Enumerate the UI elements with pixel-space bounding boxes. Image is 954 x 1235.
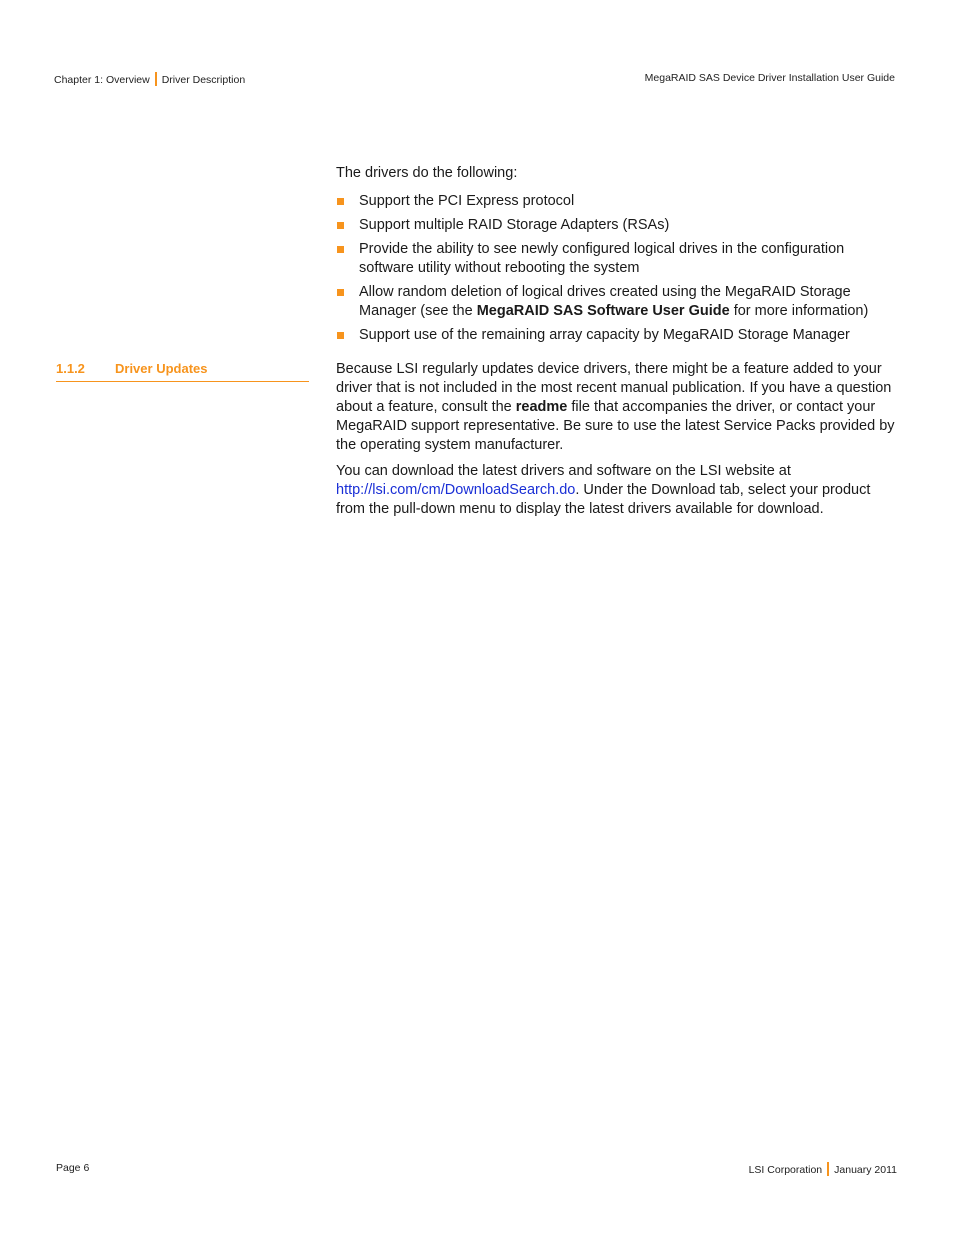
section-heading	[56, 361, 309, 382]
list-item	[336, 326, 901, 345]
intro-text: The drivers do the following:	[336, 165, 518, 181]
section-title: Driver Updates	[115, 361, 208, 376]
list-item-text: for more information)	[729, 303, 869, 319]
list-item	[336, 216, 901, 235]
header-divider	[155, 72, 157, 86]
download-paragraph	[336, 462, 901, 519]
paragraph-text: You can download the latest drivers and software on the LSI website at	[336, 463, 791, 479]
list-item-text: Support the PCI Express protocol	[359, 193, 575, 209]
footer-company: LSI Corporation	[748, 1164, 823, 1176]
paragraph-text: file that accompanies the driver, or contact your MegaRAID support representative. Be sure to use the latest Service Packs provided by the operating system manufacturer.	[336, 399, 895, 453]
running-footer-right	[749, 1162, 897, 1176]
header-section: Driver Description	[161, 74, 246, 86]
bullet-square-icon	[337, 289, 344, 296]
bullet-square-icon	[337, 222, 344, 229]
page-number: Page 6	[56, 1162, 90, 1174]
list-item	[336, 283, 901, 321]
bullet-square-icon	[337, 246, 344, 253]
header-chapter: Chapter 1: Overview	[54, 74, 150, 86]
readme-term: readme	[515, 399, 568, 415]
list-item-text: Support use of the remaining array capacity by MegaRAID Storage Manager	[359, 327, 850, 343]
list-item	[336, 192, 901, 211]
feature-list	[336, 192, 901, 350]
bullet-square-icon	[337, 198, 344, 205]
list-item-text: Support multiple RAID Storage Adapters (RSAs)	[359, 217, 670, 233]
running-header-right: MegaRAID SAS Device Driver Installation User Guide	[644, 72, 895, 84]
paragraph-text: . Under the Download tab, select your product from the pull-down menu to display the latest drivers available for download.	[336, 482, 871, 517]
running-header-left	[54, 72, 245, 86]
bullet-square-icon	[337, 332, 344, 339]
driver-updates-paragraph	[336, 360, 901, 455]
paragraph-text: Because LSI regularly updates device drivers, there might be a feature added to your driver that is not included in the most recent manual publication. If you have a question about a feature, consult the	[336, 361, 892, 415]
section-number: 1.1.2	[56, 361, 85, 376]
footer-divider	[827, 1162, 829, 1176]
guide-reference: MegaRAID SAS Software User Guide	[476, 303, 730, 319]
list-item-text: Allow random deletion of logical drives created using the MegaRAID Storage Manager (see the	[359, 284, 851, 319]
footer-date: January 2011	[834, 1164, 897, 1176]
download-link[interactable]: http://lsi.com/cm/DownloadSearch.do	[336, 482, 576, 498]
list-item-text: Provide the ability to see newly configured logical drives in the configuration software utility without rebooting the system	[359, 241, 845, 276]
list-item	[336, 240, 901, 278]
